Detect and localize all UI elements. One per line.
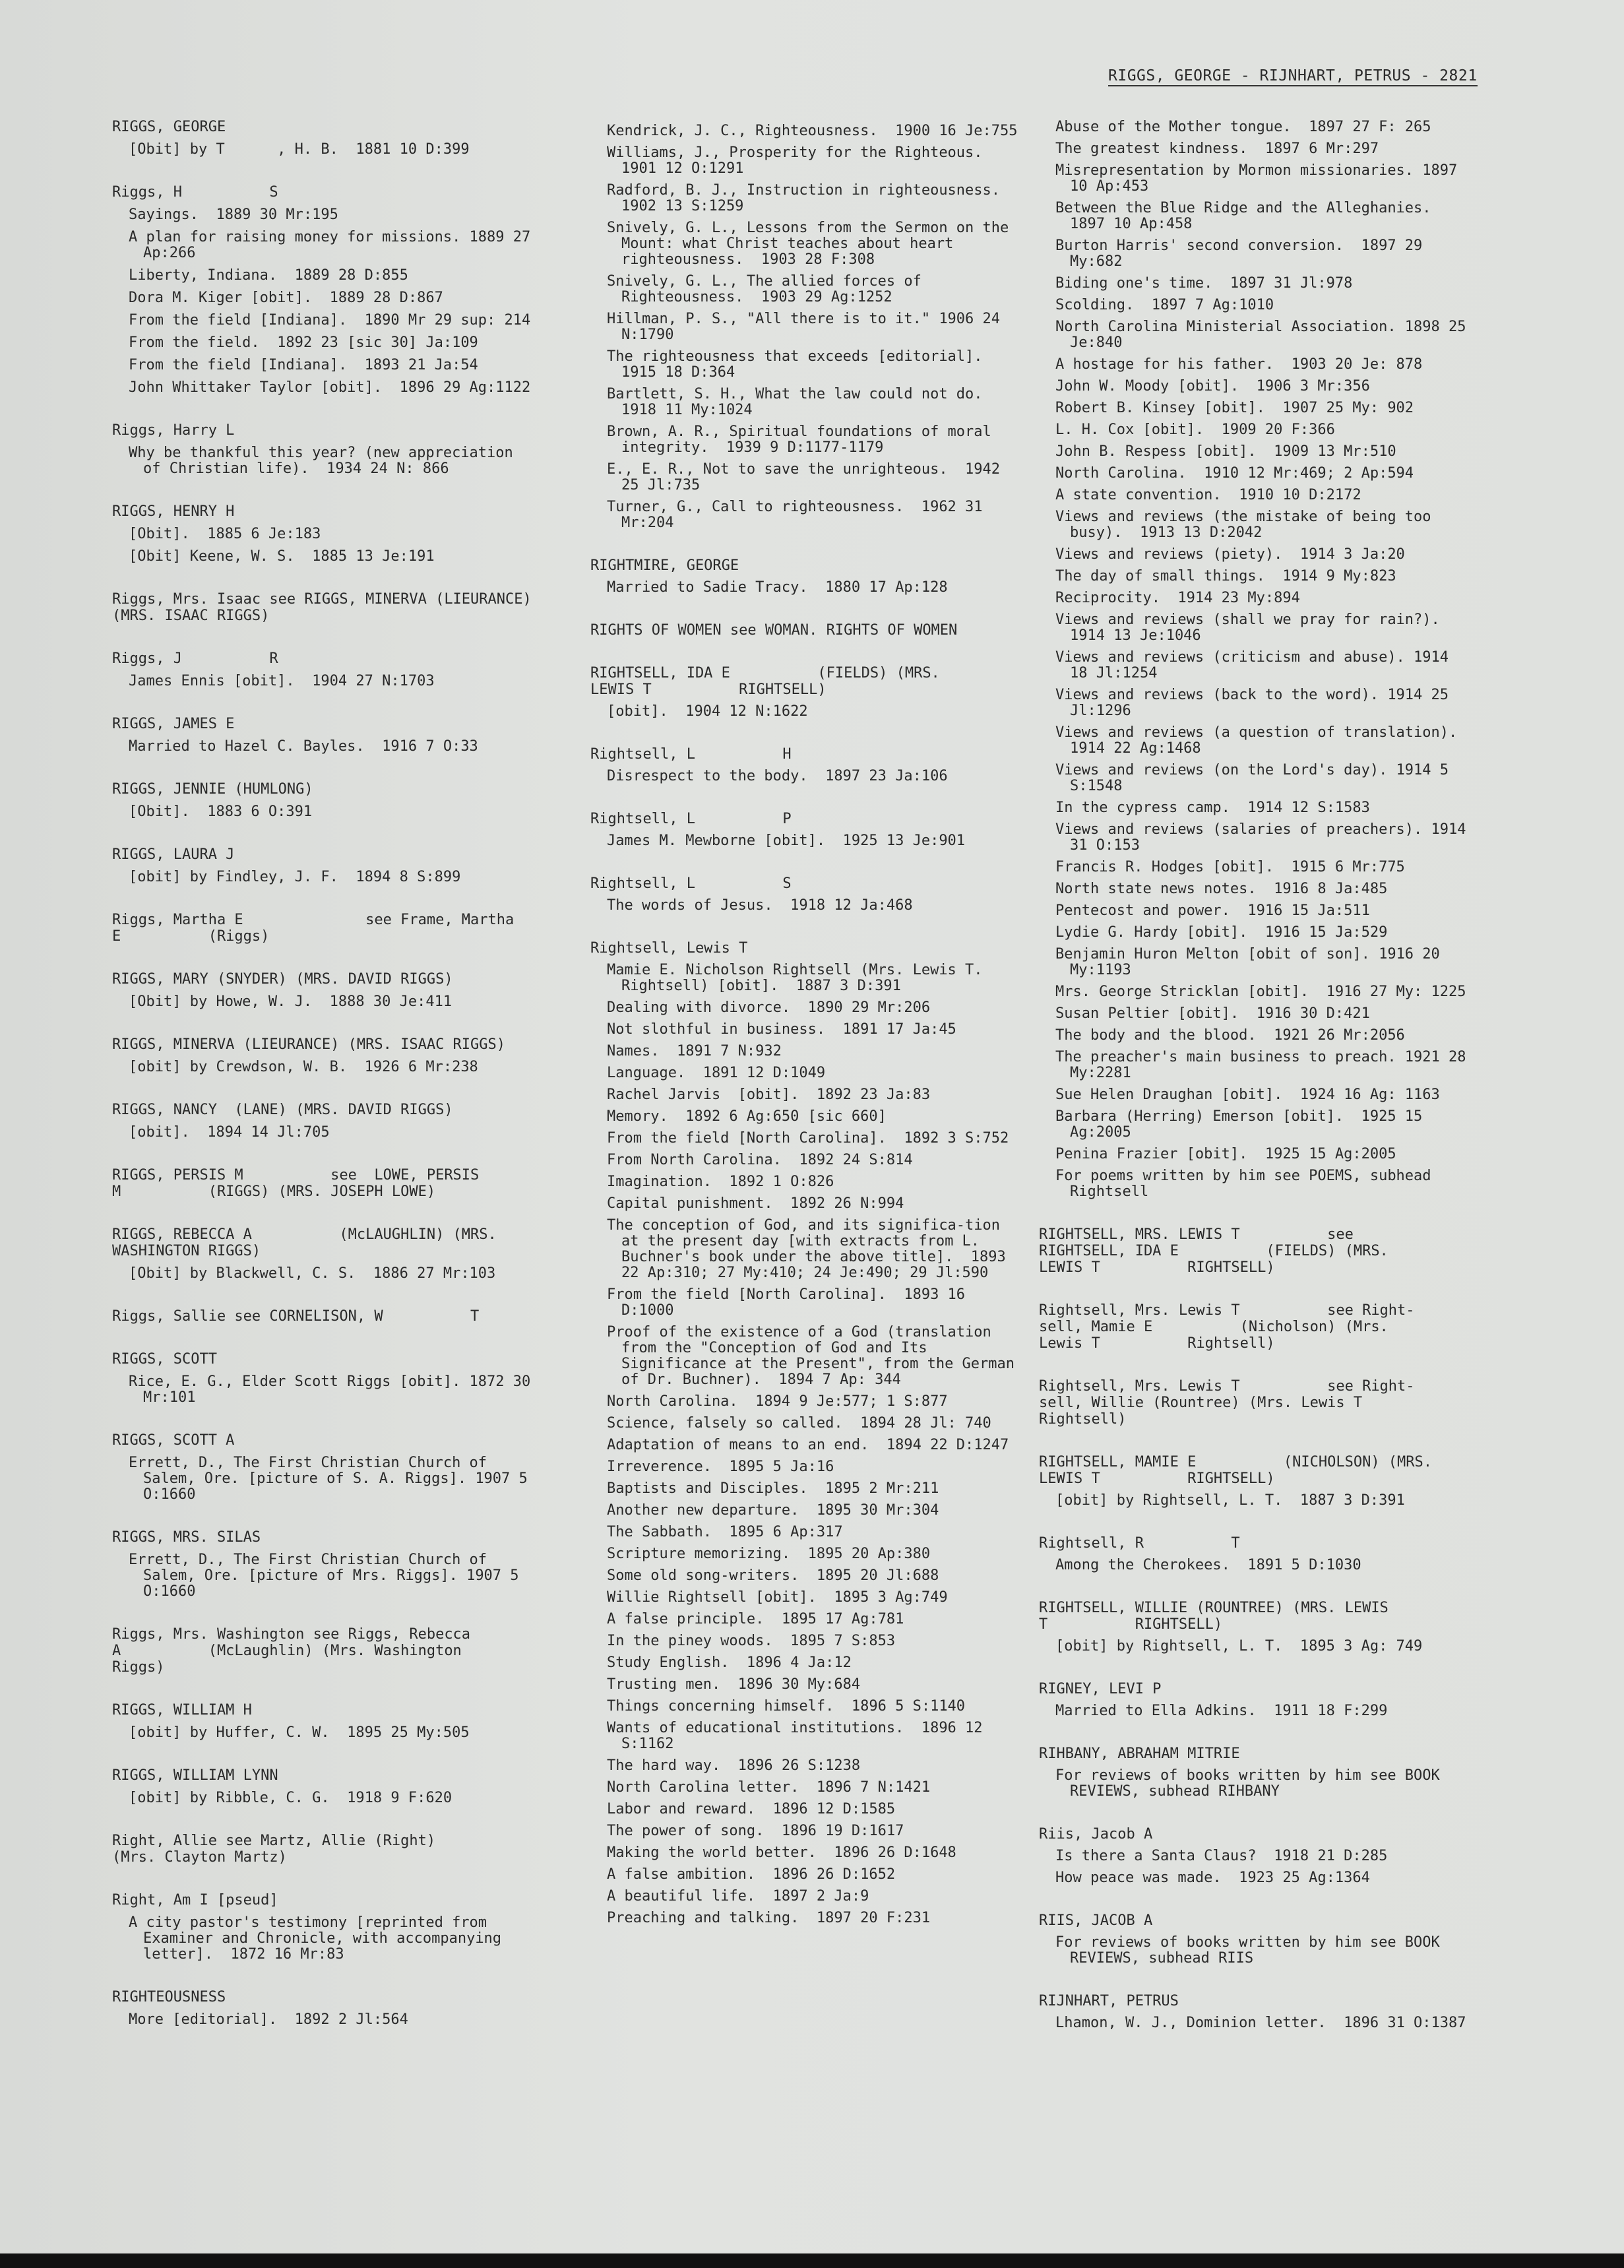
index-entry: [1039, 119, 1475, 1200]
entry-heading: Rightsell, R T: [1039, 1535, 1240, 1552]
entry-citation: From the field [Indiana]. 1893 21 Ja:54: [129, 357, 478, 373]
entry-heading: Right, Am I [pseud]: [112, 1892, 278, 1908]
index-entry: [112, 1351, 540, 1406]
entry-citation: Things concerning himself. 1896 5 S:1140: [607, 1698, 966, 1715]
entry-citation: Views and reviews (back to the word). 1914 25 Jl:1296: [1055, 687, 1458, 719]
index-entry: [590, 665, 1019, 720]
entry-citation: Preaching and talking. 1897 20 F:231: [607, 1910, 931, 1926]
index-entry: [112, 1432, 537, 1503]
entry-citation: In the cypress camp. 1914 12 S:1583: [1055, 800, 1370, 816]
entry-citation: From the field [North Carolina]. 1893 16 D:1000: [607, 1286, 974, 1319]
entry-citation: Brown, A. R., Spiritual foundations of moral integrity. 1939 9 D:1177-1179: [607, 424, 1001, 456]
index-entry: [112, 912, 534, 945]
entry-citation: Mrs. George Stricklan [obit]. 1916 27 My: 1225: [1055, 984, 1466, 1000]
entry-citation: Penina Frazier [obit]. 1925 15 Ag:2005: [1055, 1146, 1396, 1162]
scan-edge-bar: [0, 2253, 1624, 2268]
entry-citation: Misrepresentation by Mormon missionaries. 1897 10 Ap:453: [1055, 162, 1466, 195]
entry-heading: RIGGS, SCOTT A: [112, 1432, 235, 1449]
entry-citation: Burton Harris' second conversion. 1897 29 My:682: [1055, 237, 1431, 270]
entry-citation: Views and reviews (the mistake of being too busy). 1913 13 D:2042: [1055, 509, 1440, 541]
entry-citation: Sayings. 1889 30 Mr:195: [129, 206, 338, 223]
entry-citation: For reviews of books written by him see BOOK REVIEWS, subhead RIHBANY: [1055, 1767, 1449, 1800]
entry-citation: Married to Sadie Tracy. 1880 17 Ap:128: [607, 579, 948, 596]
index-entry: [112, 1308, 534, 1325]
entry-heading: Riggs, Sallie see CORNELISON, W T: [112, 1308, 480, 1325]
entry-heading: Riggs, Mrs. Washington see Riggs, Rebecca A (McLaughlin) (Mrs. Washington Riggs): [112, 1626, 471, 1676]
entry-heading: Riggs, Martha E see Frame, Martha E (Riggs): [112, 912, 515, 945]
index-entry: [112, 1226, 534, 1282]
entry-citation: Study English. 1896 4 Ja:12: [607, 1654, 852, 1671]
index-entry: [590, 123, 1019, 531]
entry-citation: Errett, D., The First Christian Church of Salem, Ore. [picture of Mrs. Riggs]. 1907 5 O:1660: [129, 1552, 528, 1600]
entry-citation: The hard way. 1896 26 S:1238: [607, 1757, 861, 1774]
entry-citation: Labor and reward. 1896 12 D:1585: [607, 1801, 896, 1817]
entry-citation: The conception of God, and its significa-tion at the present day [with extracts from L. Buchner's book under the above title]. 1893 22 Ap:310; 27 My:410; 24 Je:490; 29 Jl:590: [607, 1217, 1015, 1281]
entry-citation: Lydie G. Hardy [obit]. 1916 15 Ja:529: [1055, 924, 1388, 941]
entry-heading: Riggs, Harry L: [112, 422, 235, 439]
entry-citation: Views and reviews (piety). 1914 3 Ja:20: [1055, 546, 1405, 563]
entry-citation: Scripture memorizing. 1895 20 Ap:380: [607, 1546, 931, 1562]
entry-citation: [Obit] by Howe, W. J. 1888 30 Je:411: [129, 993, 453, 1010]
index-entry: [112, 1833, 534, 1866]
entry-citation: In the piney woods. 1895 7 S:853: [607, 1633, 896, 1649]
entry-citation: Susan Peltier [obit]. 1916 30 D:421: [1055, 1005, 1370, 1022]
entry-citation: Proof of the existence of a God (translation from the "Conception of God and Its Significance at the Present", from the German of Dr. Buchner). 1894 7 Ap: 344: [607, 1324, 1024, 1388]
index-entry: [590, 875, 1019, 914]
entry-heading: RIGGS, JAMES E: [112, 716, 235, 732]
entry-citation: From the field [Indiana]. 1890 Mr 29 sup: 214: [129, 312, 531, 329]
column-2: [590, 117, 1024, 1953]
entry-heading: Riggs, Mrs. Isaac see RIGGS, MINERVA (LIEURANCE) (MRS. ISAAC RIGGS): [112, 591, 541, 624]
entry-citation: Abuse of the Mother tongue. 1897 27 F: 265: [1055, 119, 1431, 135]
entry-citation: [obit] by Rightsell, L. T. 1887 3 D:391: [1055, 1492, 1405, 1509]
entry-citation: [obit] by Crewdson, W. B. 1926 6 Mr:238: [129, 1059, 478, 1075]
entry-citation: John B. Respess [obit]. 1909 13 Mr:510: [1055, 443, 1396, 460]
index-entry: [590, 940, 1024, 1926]
entry-citation: A plan for raising money for missions. 1889 27 Ap:266: [129, 229, 540, 261]
entry-citation: Dealing with divorce. 1890 29 Mr:206: [607, 999, 931, 1016]
entry-citation: L. H. Cox [obit]. 1909 20 F:366: [1055, 422, 1335, 438]
entry-heading: RIIS, JACOB A: [1039, 1912, 1153, 1929]
entry-citation: [obit]. 1894 14 Jl:705: [129, 1124, 330, 1141]
index-entry: [112, 184, 540, 396]
entry-citation: Disrespect to the body. 1897 23 Ja:106: [607, 768, 948, 784]
entry-citation: Kendrick, J. C., Righteousness. 1900 16 Je:755: [607, 123, 1018, 139]
entry-heading: Rightsell, Mrs. Lewis T see Right- sell, Mamie E (Nicholson) (Mrs. Lewis T Rightsell): [1039, 1302, 1415, 1352]
entry-citation: John W. Moody [obit]. 1906 3 Mr:356: [1055, 378, 1370, 394]
entry-heading: RIGHTMIRE, GEORGE: [590, 557, 739, 574]
entry-citation: Views and reviews (salaries of preachers). 1914 31 O:153: [1055, 821, 1475, 854]
entry-heading: RIGGS, LAURA J: [112, 846, 235, 863]
entry-citation: North Carolina. 1910 12 Mr:469; 2 Ap:594: [1055, 465, 1414, 482]
entry-heading: RIHBANY, ABRAHAM MITRIE: [1039, 1746, 1240, 1762]
entry-citation: Is there a Santa Claus? 1918 21 D:285: [1055, 1848, 1388, 1864]
entry-citation: Rachel Jarvis [obit]. 1892 23 Ja:83: [607, 1087, 931, 1103]
entry-citation: Scolding. 1897 7 Ag:1010: [1055, 297, 1274, 313]
entry-citation: North state news notes. 1916 8 Ja:485: [1055, 881, 1388, 897]
index-entry: [1039, 1826, 1468, 1886]
entry-heading: RIGGS, HENRY H: [112, 503, 235, 520]
entry-citation: The power of song. 1896 19 D:1617: [607, 1823, 904, 1839]
entry-citation: Trusting men. 1896 30 My:684: [607, 1676, 861, 1693]
index-entry: [1039, 1912, 1468, 1967]
entry-citation: Wants of educational institutions. 1896 12 S:1162: [607, 1720, 991, 1752]
entry-citation: Robert B. Kinsey [obit]. 1907 25 My: 902: [1055, 400, 1414, 416]
entry-citation: Language. 1891 12 D:1049: [607, 1065, 826, 1081]
entry-heading: RIGGS, MRS. SILAS: [112, 1529, 261, 1546]
index-entry: [112, 846, 534, 885]
entry-heading: Rightsell, L P: [590, 811, 792, 827]
entry-citation: Making the world better. 1896 26 D:1648: [607, 1844, 956, 1861]
entry-citation: Another new departure. 1895 30 Mr:304: [607, 1502, 939, 1519]
entry-citation: Benjamin Huron Melton [obit of son]. 1916 20 My:1193: [1055, 946, 1449, 978]
entry-citation: Between the Blue Ridge and the Alleghanies. 1897 10 Ap:458: [1055, 200, 1449, 232]
index-entry: [1039, 1993, 1468, 2031]
entry-citation: A beautiful life. 1897 2 Ja:9: [607, 1888, 869, 1905]
page-header: RIGGS, GEORGE - RIJNHART, PETRUS - 2821: [1108, 67, 1478, 86]
entry-citation: Rice, E. G., Elder Scott Riggs [obit]. 1872 30 Mr:101: [129, 1373, 540, 1406]
entry-citation: Radford, B. J., Instruction in righteousness. 1902 13 S:1259: [607, 182, 1018, 214]
entry-citation: For reviews of books written by him see BOOK REVIEWS, subhead RIIS: [1055, 1934, 1449, 1967]
index-entry: [1039, 1535, 1468, 1573]
entry-citation: Irreverence. 1895 5 Ja:16: [607, 1459, 834, 1475]
index-entry: [112, 1167, 534, 1200]
entry-heading: RIGGS, NANCY (LANE) (MRS. DAVID RIGGS): [112, 1102, 453, 1118]
entry-citation: Dora M. Kiger [obit]. 1889 28 D:867: [129, 290, 443, 306]
entry-heading: RIGNEY, LEVI P: [1039, 1681, 1162, 1697]
entry-heading: RIGGS, REBECCA A (McLAUGHLIN) (MRS. WASHINGTON RIGGS): [112, 1226, 506, 1259]
entry-citation: North Carolina. 1894 9 Je:577; 1 S:877: [607, 1393, 948, 1410]
index-entry: [112, 1036, 534, 1075]
index-entry: [590, 746, 1019, 784]
entry-citation: From North Carolina. 1892 24 S:814: [607, 1152, 913, 1168]
entry-heading: RIGGS, WILLIAM H: [112, 1702, 252, 1718]
entry-heading: Rightsell, L H: [590, 746, 792, 763]
entry-citation: E., E. R., Not to save the unrighteous. 1942 25 Jl:735: [607, 461, 1009, 493]
entry-citation: Errett, D., The First Christian Church of Salem, Ore. [picture of S. A. Riggs]. 1907 5 O:1660: [129, 1455, 537, 1503]
entry-citation: The righteousness that exceeds [editorial]. 1915 18 D:364: [607, 348, 991, 381]
entry-citation: Turner, G., Call to righteousness. 1962 31 Mr:204: [607, 499, 991, 531]
entry-citation: A false principle. 1895 17 Ag:781: [607, 1611, 904, 1627]
entry-heading: RIGGS, WILLIAM LYNN: [112, 1767, 278, 1784]
entry-citation: North Carolina Ministerial Association. 1898 25 Je:840: [1055, 319, 1475, 351]
entry-citation: Baptists and Disciples. 1895 2 Mr:211: [607, 1480, 939, 1497]
index-entry: [112, 1529, 534, 1600]
index-entry: [1039, 1378, 1468, 1428]
entry-citation: Capital punishment. 1892 26 N:994: [607, 1195, 904, 1212]
entry-citation: The greatest kindness. 1897 6 Mr:297: [1055, 141, 1379, 157]
entry-heading: RIGHTSELL, WILLIE (ROUNTREE) (MRS. LEWIS T RIGHTSELL): [1039, 1600, 1389, 1633]
index-entry: [590, 622, 1019, 639]
index-entry: [1039, 1746, 1468, 1800]
entry-heading: RIGGS, SCOTT: [112, 1351, 217, 1368]
entry-citation: [Obit] Keene, W. S. 1885 13 Je:191: [129, 548, 435, 565]
index-entry: [112, 1702, 534, 1741]
entry-citation: Sue Helen Draughan [obit]. 1924 16 Ag: 1163: [1055, 1087, 1440, 1103]
entry-citation: More [editorial]. 1892 2 Jl:564: [129, 2011, 408, 2028]
entry-citation: Mamie E. Nicholson Rightsell (Mrs. Lewis T. Rightsell) [obit]. 1887 3 D:391: [607, 962, 991, 994]
entry-citation: Views and reviews (criticism and abuse). 1914 18 Jl:1254: [1055, 649, 1458, 681]
entry-heading: Right, Allie see Martz, Allie (Right) (Mrs. Clayton Martz): [112, 1833, 436, 1866]
entry-citation: Among the Cherokees. 1891 5 D:1030: [1055, 1557, 1361, 1573]
index-entry: [112, 1626, 534, 1676]
entry-citation: A city pastor's testimony [reprinted from Examiner and Chronicle, with accompanying letter]. 1872 16 Mr:83: [129, 1914, 511, 1963]
index-entry: [112, 1102, 534, 1141]
entry-citation: [Obit]. 1885 6 Je:183: [129, 526, 321, 542]
index-entry: [112, 119, 534, 158]
index-entry: [112, 781, 534, 820]
entry-heading: Rightsell, Mrs. Lewis T see Right- sell, Willie (Rountree) (Mrs. Lewis T Rightsell): [1039, 1378, 1415, 1428]
entry-citation: Adaptation of means to an end. 1894 22 D:1247: [607, 1437, 1009, 1453]
entry-citation: Lhamon, W. J., Dominion letter. 1896 31 O:1387: [1055, 2015, 1466, 2031]
entry-citation: A hostage for his father. 1903 20 Je: 878: [1055, 356, 1423, 373]
entry-citation: Views and reviews (a question of translation). 1914 22 Ag:1468: [1055, 724, 1475, 757]
entry-citation: Not slothful in business. 1891 17 Ja:45: [607, 1021, 956, 1038]
index-entry: [112, 650, 534, 689]
entry-heading: Riis, Jacob A: [1039, 1826, 1153, 1843]
entry-citation: Biding one's time. 1897 31 Jl:978: [1055, 275, 1353, 292]
entry-citation: Married to Ella Adkins. 1911 18 F:299: [1055, 1703, 1388, 1719]
index-entry: [1039, 1226, 1468, 1276]
entry-heading: RIGHTSELL, IDA E (FIELDS) (MRS. LEWIS T RIGHTSELL): [590, 665, 940, 698]
column-3: [1039, 113, 1475, 2058]
entry-citation: Francis R. Hodges [obit]. 1915 6 Mr:775: [1055, 859, 1405, 875]
entry-citation: Reciprocity. 1914 23 My:894: [1055, 590, 1300, 606]
entry-citation: Hillman, P. S., "All there is to it." 1906 24 N:1790: [607, 311, 1009, 343]
entry-citation: [Obit]. 1883 6 O:391: [129, 803, 313, 820]
index-entry: [112, 503, 534, 565]
entry-citation: Imagination. 1892 1 O:826: [607, 1174, 834, 1190]
entry-citation: The body and the blood. 1921 26 Mr:2056: [1055, 1027, 1405, 1044]
entry-heading: Riggs, J R: [112, 650, 278, 667]
entry-citation: A false ambition. 1896 26 D:1652: [607, 1866, 896, 1883]
entry-citation: How peace was made. 1923 25 Ag:1364: [1055, 1870, 1370, 1886]
index-entry: [1039, 1454, 1468, 1509]
entry-citation: The preacher's main business to preach. 1921 28 My:2281: [1055, 1049, 1475, 1081]
entry-heading: RIGHTS OF WOMEN see WOMAN. RIGHTS OF WOMEN: [590, 622, 958, 639]
entry-citation: From the field [North Carolina]. 1892 3 S:752: [607, 1130, 1009, 1147]
entry-citation: Williams, J., Prosperity for the Righteous. 1901 12 O:1291: [607, 144, 1001, 177]
entry-citation: [Obit] by T , H. B. 1881 10 D:399: [129, 141, 470, 158]
entry-heading: Rightsell, L S: [590, 875, 792, 892]
index-entry: [590, 811, 1019, 849]
entry-citation: From the field. 1892 23 [sic 30] Ja:109: [129, 334, 478, 351]
entry-heading: Riggs, H S: [112, 184, 278, 201]
entry-citation: A state convention. 1910 10 D:2172: [1055, 487, 1361, 503]
index-entry: [1039, 1600, 1468, 1654]
index-entry: [112, 971, 534, 1010]
entry-citation: [obit] by Huffer, C. W. 1895 25 My:505: [129, 1724, 470, 1741]
entry-citation: [Obit] by Blackwell, C. S. 1886 27 Mr:103: [129, 1265, 496, 1282]
entry-citation: Liberty, Indiana. 1889 28 D:855: [129, 267, 408, 284]
entry-citation: Views and reviews (on the Lord's day). 1914 5 S:1548: [1055, 762, 1458, 794]
entry-heading: RIGGS, MARY (SNYDER) (MRS. DAVID RIGGS): [112, 971, 453, 988]
entry-heading: RIGHTSELL, MAMIE E (NICHOLSON) (MRS. LEWIS T RIGHTSELL): [1039, 1454, 1433, 1487]
entry-citation: Barbara (Herring) Emerson [obit]. 1925 15 Ag:2005: [1055, 1108, 1431, 1141]
entry-citation: Willie Rightsell [obit]. 1895 3 Ag:749: [607, 1589, 948, 1606]
entry-heading: RIGGS, PERSIS M see LOWE, PERSIS M (RIGGS) (MRS. JOSEPH LOWE): [112, 1167, 480, 1200]
entry-heading: RIGGS, JENNIE (HUMLONG): [112, 781, 313, 798]
entry-citation: For poems written by him see POEMS, subhead Rightsell: [1055, 1168, 1440, 1200]
entry-citation: The Sabbath. 1895 6 Ap:317: [607, 1524, 843, 1540]
entry-citation: James Ennis [obit]. 1904 27 N:1703: [129, 673, 435, 689]
entry-citation: Snively, G. L., The allied forces of Righteousness. 1903 29 Ag:1252: [607, 273, 931, 305]
entry-citation: James M. Mewborne [obit]. 1925 13 Je:901: [607, 833, 966, 849]
index-entry: [112, 1989, 534, 2028]
entry-citation: Pentecost and power. 1916 15 Ja:511: [1055, 902, 1370, 919]
entry-heading: RIGHTEOUSNESS: [112, 1989, 226, 2005]
entry-heading: RIGGS, MINERVA (LIEURANCE) (MRS. ISAAC RIGGS): [112, 1036, 506, 1053]
index-entry: [1039, 1681, 1468, 1719]
index-entry: [112, 1892, 534, 1963]
index-entry: [112, 1767, 534, 1806]
index-entry: [112, 591, 541, 624]
entry-citation: Memory. 1892 6 Ag:650 [sic 660]: [607, 1108, 887, 1125]
entry-citation: Views and reviews (shall we pray for rain?). 1914 13 Je:1046: [1055, 612, 1458, 644]
entry-heading: RIGHTSELL, MRS. LEWIS T see RIGHTSELL, IDA E (FIELDS) (MRS. LEWIS T RIGHTSELL): [1039, 1226, 1389, 1276]
entry-citation: Snively, G. L., Lessons from the Sermon on the Mount: what Christ teaches about heart righteousness. 1903 28 F:308: [607, 220, 1018, 268]
entry-heading: Rightsell, Lewis T: [590, 940, 748, 957]
entry-citation: Married to Hazel C. Bayles. 1916 7 O:33: [129, 738, 478, 755]
entry-citation: The day of small things. 1914 9 My:823: [1055, 568, 1396, 584]
entry-citation: John Whittaker Taylor [obit]. 1896 29 Ag:1122: [129, 379, 531, 396]
entry-citation: Names. 1891 7 N:932: [607, 1043, 782, 1059]
entry-citation: Science, falsely so called. 1894 28 Jl: 740: [607, 1415, 991, 1432]
entry-citation: North Carolina letter. 1896 7 N:1421: [607, 1779, 931, 1796]
index-entry: [590, 557, 1019, 596]
entry-citation: Bartlett, S. H., What the law could not do. 1918 11 My:1024: [607, 386, 1001, 418]
entry-citation: Some old song-writers. 1895 20 Jl:688: [607, 1567, 939, 1584]
entry-citation: The words of Jesus. 1918 12 Ja:468: [607, 897, 913, 914]
column-1: [112, 119, 541, 2054]
entry-citation: Why be thankful this year? (new appreciation of Christian life). 1934 24 N: 866: [129, 445, 522, 477]
entry-heading: RIGGS, GEORGE: [112, 119, 226, 135]
entry-citation: [obit]. 1904 12 N:1622: [607, 703, 808, 720]
entry-citation: [obit] by Findley, J. F. 1894 8 S:899: [129, 869, 461, 885]
entry-citation: [obit] by Ribble, C. G. 1918 9 F:620: [129, 1790, 453, 1806]
index-entry: [112, 422, 534, 477]
entry-citation: [obit] by Rightsell, L. T. 1895 3 Ag: 749: [1055, 1638, 1423, 1654]
index-entry: [1039, 1302, 1468, 1352]
index-entry: [112, 716, 534, 755]
entry-heading: RIJNHART, PETRUS: [1039, 1993, 1179, 2009]
